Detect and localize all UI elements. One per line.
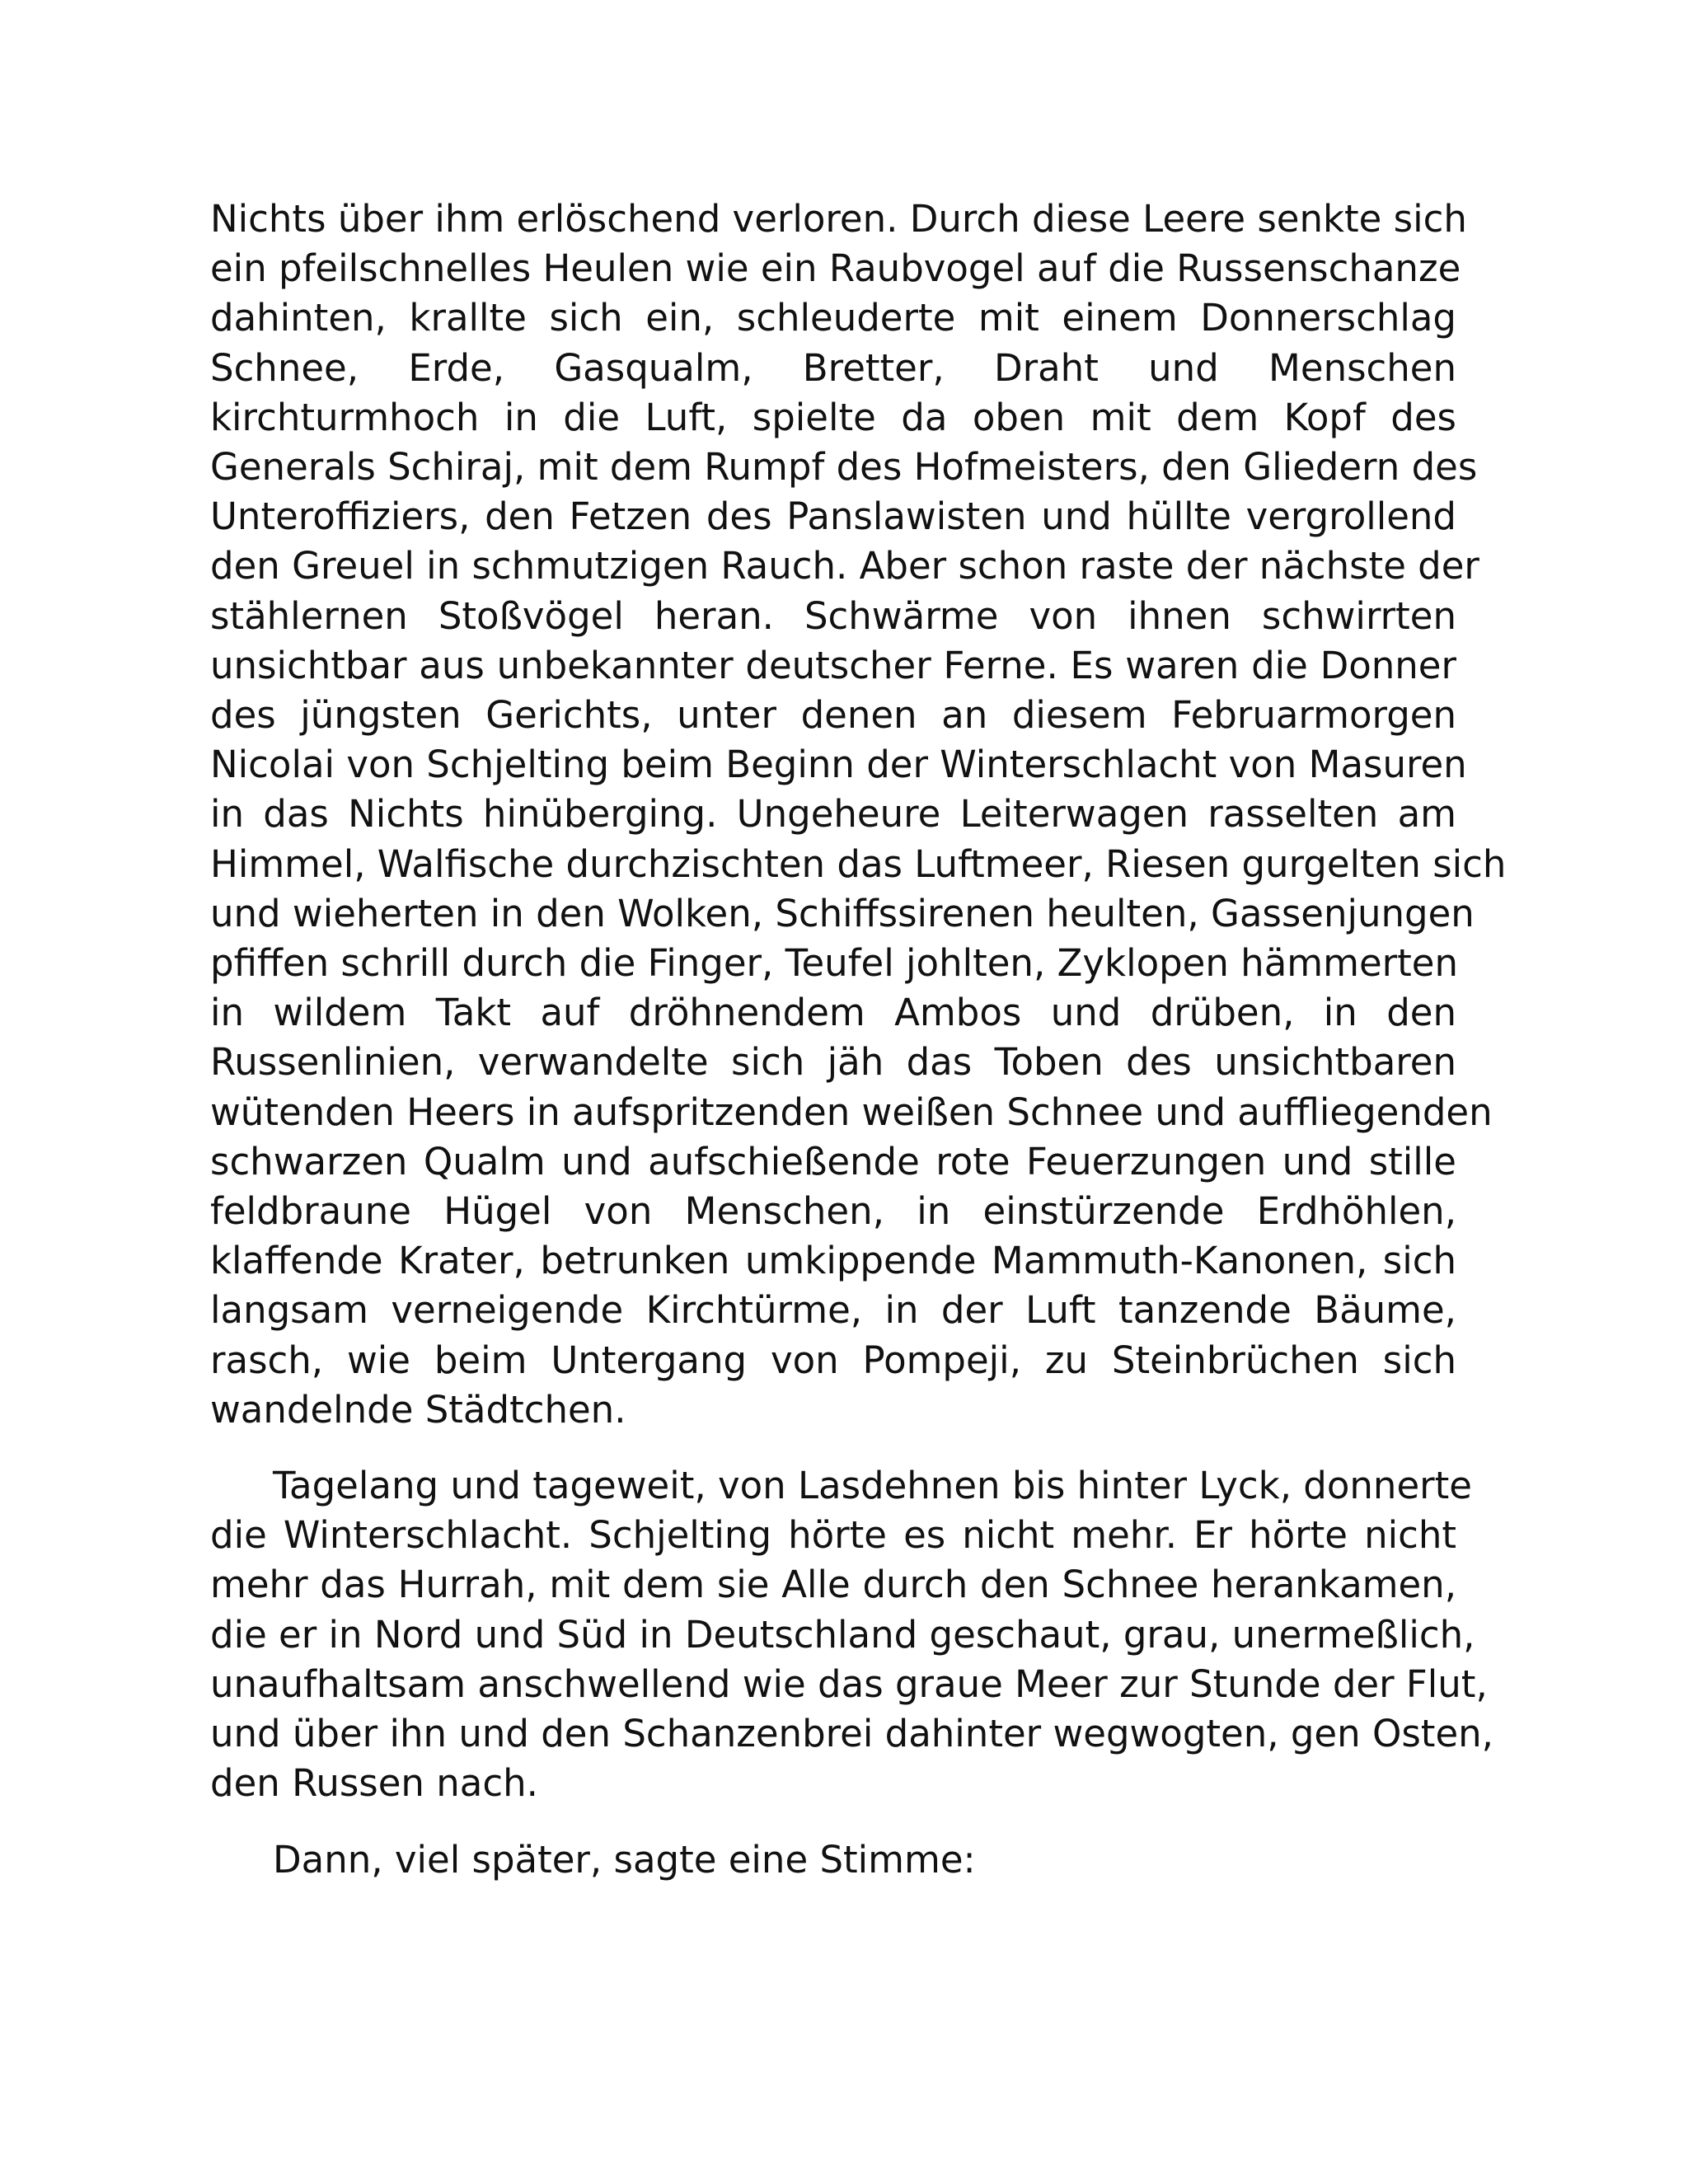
text-line: wandelnde Städtchen. bbox=[210, 1387, 626, 1432]
text-line: in wildem Takt auf dröhnendem Ambos und drüben, in den bbox=[210, 991, 1456, 1035]
paragraph bbox=[210, 1461, 1493, 1808]
text-line: Nichts über ihm erlöschend verloren. Durch diese Leere senkte sich bbox=[210, 197, 1467, 241]
text-line: unsichtbar aus unbekannter deutscher Ferne. Es waren die Donner bbox=[210, 643, 1456, 687]
text-line: Dann, viel später, sagte eine Stimme: bbox=[273, 1837, 976, 1882]
text-line: Unteroffiziers, den Fetzen des Panslawisten und hüllte vergrollend bbox=[210, 494, 1456, 539]
text-line: kirchturmhoch in die Luft, spielte da oben mit dem Kopf des bbox=[210, 395, 1456, 439]
text-line: und über ihn und den Schanzenbrei dahinter wegwogten, gen Osten, bbox=[210, 1712, 1493, 1756]
text-line: Tagelang und tageweit, von Lasdehnen bis hinter Lyck, donnerte bbox=[273, 1464, 1472, 1508]
text-line: pfiffen schrill durch die Finger, Teufel johlten, Zyklopen hämmerten bbox=[210, 941, 1458, 986]
text-line: feldbraune Hügel von Menschen, in einstürzende Erdhöhlen, bbox=[210, 1189, 1456, 1234]
text-line: in das Nichts hinüberging. Ungeheure Leiterwagen rasselten am bbox=[210, 792, 1456, 837]
text-line: schwarzen Qualm und aufschießende rote Feuerzungen und stille bbox=[210, 1139, 1456, 1183]
paragraph bbox=[210, 194, 1507, 1435]
text-line: Generals Schiraj, mit dem Rumpf des Hofmeisters, den Gliedern des bbox=[210, 445, 1478, 490]
text-line: dahinten, krallte sich ein, schleuderte mit einem Donnerschlag bbox=[210, 296, 1456, 340]
text-line: unaufhaltsam anschwellend wie das graue Meer zur Stunde der Flut, bbox=[210, 1661, 1488, 1706]
text-line: ein pfeilschnelles Heulen wie ein Raubvogel auf die Russenschanze bbox=[210, 246, 1461, 291]
text-line: rasch, wie beim Untergang von Pompeji, zu Steinbrüchen sich bbox=[210, 1338, 1456, 1382]
text-line: klaffende Krater, betrunken umkippende Mammuth-Kanonen, sich bbox=[210, 1239, 1456, 1283]
text-line: den Greuel in schmutzigen Rauch. Aber schon raste der nächste der bbox=[210, 544, 1479, 588]
text-line: stählernen Stoßvögel heran. Schwärme von ihnen schwirrten bbox=[210, 593, 1456, 638]
text-line: des jüngsten Gerichts, unter denen an diesem Februarmorgen bbox=[210, 693, 1456, 738]
text-line: Nicolai von Schjelting beim Beginn der Winterschlacht von Masuren bbox=[210, 743, 1467, 787]
text-line: langsam verneigende Kirchtürme, in der Luft tanzende Bäume, bbox=[210, 1288, 1456, 1333]
body-text bbox=[210, 194, 1507, 1885]
text-line: die er in Nord und Süd in Deutschland geschaut, grau, unermeßlich, bbox=[210, 1612, 1475, 1657]
text-line: wütenden Heers in aufspritzenden weißen Schnee und auffliegenden bbox=[210, 1090, 1493, 1134]
text-line: Himmel, Walfische durchzischten das Luftmeer, Riesen gurgelten sich bbox=[210, 841, 1507, 886]
text-line: den Russen nach. bbox=[210, 1761, 538, 1806]
text-line: Schnee, Erde, Gasqualm, Bretter, Draht und Menschen bbox=[210, 345, 1456, 390]
paragraph bbox=[210, 1835, 1456, 1885]
text-line: Russenlinien, verwandelte sich jäh das Toben des unsichtbaren bbox=[210, 1040, 1456, 1085]
text-line: die Winterschlacht. Schjelting hörte es nicht mehr. Er hörte nicht bbox=[210, 1513, 1456, 1558]
text-line: mehr das Hurrah, mit dem sie Alle durch den Schnee herankamen, bbox=[210, 1563, 1456, 1607]
text-line: und wieherten in den Wolken, Schiffssirenen heulten, Gassenjungen bbox=[210, 891, 1475, 935]
